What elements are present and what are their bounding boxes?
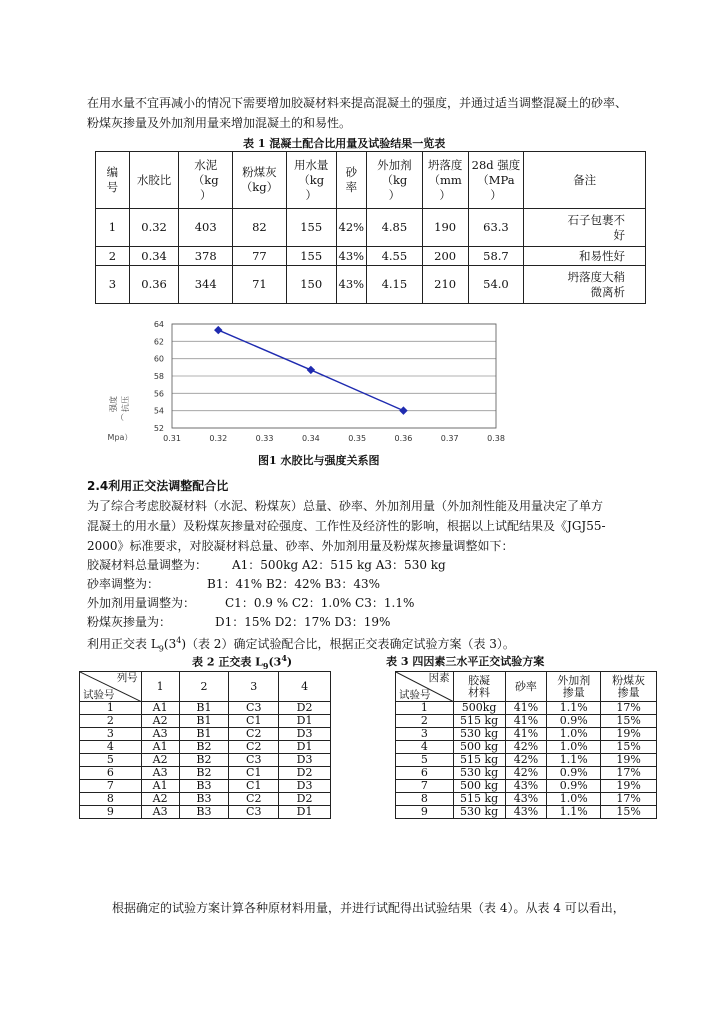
table-cell: 1.1% [547, 702, 601, 715]
y-tick-label: 64 [153, 320, 164, 329]
y-tick-label: 56 [153, 389, 164, 399]
x-tick-label: 0.35 [348, 434, 367, 443]
cell-no: 1 [96, 209, 130, 247]
table-cell: 1.1% [547, 806, 601, 819]
table-cell: D1 [279, 806, 331, 819]
factor-b-values: B1：41% B2：42% B3：43% [207, 577, 381, 591]
factor-c-label: 外加剂用量调整为： [87, 596, 196, 610]
table-row [96, 266, 646, 304]
table-cell: 19% [601, 754, 657, 767]
th-slump: 坍落度 （mm ） [422, 152, 468, 209]
x-tick-label: 0.38 [487, 434, 505, 443]
table-cell: 0.9% [547, 780, 601, 793]
cell-strength: 58.7 [468, 247, 524, 266]
table3 [395, 671, 657, 819]
table-cell: A3 [141, 767, 179, 780]
table2-header-row [80, 672, 331, 702]
cell-trial-no: 2 [80, 715, 142, 728]
cell-flyash: 71 [233, 266, 287, 304]
table-cell: 530 kg [453, 767, 505, 780]
table-cell: A2 [141, 754, 179, 767]
table-cell: B1 [179, 702, 229, 715]
cell-wb: 0.32 [129, 209, 179, 247]
table-cell: 500 kg [453, 741, 505, 754]
cell-sand: 43% [336, 266, 367, 304]
table-row [80, 793, 331, 806]
y-tick-label: 60 [153, 354, 164, 364]
table-row [396, 767, 657, 780]
cell-slump: 190 [422, 209, 468, 247]
table1 [95, 151, 646, 304]
cell-remark: 石子包裹不 好 [524, 209, 646, 247]
orthogonal-sentence: 利用正交表 $L_9(3^4)$（表 2）确定试验配合比，根据正交表确定试验方案（表 3）。 [87, 636, 515, 654]
cell-trial-no: 4 [396, 741, 454, 754]
table-cell: D2 [279, 793, 331, 806]
table2-corner [80, 672, 142, 702]
table-cell: 0.9% [547, 715, 601, 728]
data-point [214, 326, 222, 334]
table-cell: 41% [505, 728, 547, 741]
cell-no: 2 [96, 247, 130, 266]
th-strength: 28d 强度 （MPa ） [468, 152, 524, 209]
table-cell: 43% [505, 806, 547, 819]
y-axis-label-part: （ [116, 413, 124, 422]
table-cell: D2 [279, 767, 331, 780]
table-cell: B3 [179, 793, 229, 806]
table-row [80, 806, 331, 819]
cell-trial-no: 9 [80, 806, 142, 819]
table-row [96, 247, 646, 266]
table-cell: D3 [279, 780, 331, 793]
cell-remark: 坍落度大稍 微离析 [524, 266, 646, 304]
intro-line-2: 粉煤灰掺量及外加剂用量来增加混凝土的和易性。 [87, 116, 352, 130]
table3-corner [396, 672, 454, 702]
th-cement: 水泥 （kg ） [179, 152, 233, 209]
cell-trial-no: 1 [80, 702, 142, 715]
table-cell: 42% [505, 754, 547, 767]
cell-slump: 200 [422, 247, 468, 266]
table-cell: D2 [279, 702, 331, 715]
corner-top: 列号 [116, 672, 138, 684]
table-cell: A2 [141, 715, 179, 728]
table-cell: 515 kg [453, 793, 505, 806]
table-row [80, 754, 331, 767]
cell-flyash: 82 [233, 209, 287, 247]
section-para-1: 为了综合考虑胶凝材料（水泥、粉煤灰）总量、砂率、外加剂用量（外加剂性能及用量决定了单方 [87, 499, 604, 513]
table-cell: B3 [179, 780, 229, 793]
data-point [307, 366, 315, 374]
cell-strength: 63.3 [468, 209, 524, 247]
cell-admix: 4.15 [367, 266, 423, 304]
table-cell: 19% [601, 780, 657, 793]
table-cell: 1.1% [547, 754, 601, 767]
factor-c-values: C1：0.9 % C2：1.0% C3：1.1% [225, 596, 415, 610]
table-cell: 42% [505, 741, 547, 754]
table1-caption: 表 1 混凝土配合比用量及试验结果一览表 [243, 137, 446, 150]
table-cell: C2 [229, 741, 279, 754]
col-header: 1 [141, 672, 179, 702]
table-cell: A2 [141, 793, 179, 806]
table-cell: 17% [601, 793, 657, 806]
table-row [396, 741, 657, 754]
y-axis-label-part: Mpa） [107, 433, 133, 442]
table-cell: 15% [601, 806, 657, 819]
x-tick-label: 0.37 [440, 434, 459, 443]
cell-trial-no: 7 [396, 780, 454, 793]
factor-a-label: 胶凝材料总量调整为： [87, 558, 208, 572]
table-cell: 515 kg [453, 754, 505, 767]
cell-slump: 210 [422, 266, 468, 304]
cell-admix: 4.55 [367, 247, 423, 266]
section-para-2: 混凝土的用水量）及粉煤灰掺量对砼强度、工作性及经济性的影响，根据以上试配结果及《JGJ55- [87, 519, 606, 533]
table-row [396, 780, 657, 793]
cell-strength: 54.0 [468, 266, 524, 304]
x-tick-label: 0.36 [394, 434, 413, 443]
table-cell: 19% [601, 728, 657, 741]
cell-water: 155 [286, 247, 336, 266]
table-row [396, 728, 657, 741]
table-cell: D1 [279, 715, 331, 728]
table-cell: A3 [141, 728, 179, 741]
table-cell: C1 [229, 767, 279, 780]
table3-caption: 表 3 四因素三水平正交试验方案 [386, 655, 545, 668]
cell-trial-no: 1 [396, 702, 454, 715]
table-row [396, 806, 657, 819]
col-header: 砂率 [505, 672, 547, 702]
th-water: 用水量 （kg ） [286, 152, 336, 209]
cell-cement: 378 [179, 247, 233, 266]
section-heading: 2.4利用正交法调整配合比 [87, 479, 229, 493]
table-cell: B2 [179, 754, 229, 767]
table-cell: C3 [229, 806, 279, 819]
table-cell: 17% [601, 702, 657, 715]
cell-trial-no: 4 [80, 741, 142, 754]
factor-d-label: 粉煤灰掺量为： [87, 615, 172, 629]
th-no: 编 号 [96, 152, 130, 209]
table-cell: C1 [229, 780, 279, 793]
cell-trial-no: 6 [396, 767, 454, 780]
table-cell: 1.0% [547, 741, 601, 754]
table-cell: 500kg [453, 702, 505, 715]
y-tick-label: 52 [153, 424, 164, 433]
table3-header-row [396, 672, 657, 702]
table-row [396, 702, 657, 715]
data-point [399, 406, 407, 414]
cell-remark: 和易性好 [524, 247, 646, 266]
cell-flyash: 77 [233, 247, 287, 266]
table-row [80, 702, 331, 715]
table-row [80, 715, 331, 728]
cell-trial-no: 5 [396, 754, 454, 767]
table-cell: 42% [505, 767, 547, 780]
table-row [80, 767, 331, 780]
col-header: 粉煤灰 掺量 [601, 672, 657, 702]
table-cell: B2 [179, 767, 229, 780]
y-axis-label-part: 强度 [109, 396, 118, 412]
table-cell: 500 kg [453, 780, 505, 793]
table-cell: 17% [601, 767, 657, 780]
table-row [80, 741, 331, 754]
cell-trial-no: 7 [80, 780, 142, 793]
figure1-caption: 图1 水胶比与强度关系图 [258, 454, 380, 467]
table-cell: B2 [179, 741, 229, 754]
corner-bottom: 试验号 [83, 689, 115, 701]
table-cell: A3 [141, 806, 179, 819]
table-cell: 515 kg [453, 715, 505, 728]
table-cell: 41% [505, 702, 547, 715]
table-cell: 15% [601, 715, 657, 728]
cell-trial-no: 8 [80, 793, 142, 806]
cell-sand: 42% [336, 209, 367, 247]
table-row [396, 793, 657, 806]
th-flyash: 粉煤灰 （kg） [233, 152, 287, 209]
table-row [80, 728, 331, 741]
cell-sand: 43% [336, 247, 367, 266]
table-cell: B3 [179, 806, 229, 819]
table-cell: 43% [505, 780, 547, 793]
table-cell: A1 [141, 741, 179, 754]
cell-trial-no: 8 [396, 793, 454, 806]
cell-no: 3 [96, 266, 130, 304]
x-tick-label: 0.33 [255, 434, 274, 443]
cell-trial-no: 2 [396, 715, 454, 728]
cell-wb: 0.36 [129, 266, 179, 304]
table-cell: 1.0% [547, 793, 601, 806]
table-cell: B1 [179, 728, 229, 741]
table-cell: C3 [229, 754, 279, 767]
cell-admix: 4.85 [367, 209, 423, 247]
table-cell: D1 [279, 741, 331, 754]
corner-top: 因素 [428, 672, 450, 684]
cell-cement: 403 [179, 209, 233, 247]
cell-cement: 344 [179, 266, 233, 304]
x-tick-label: 0.34 [301, 434, 320, 443]
y-axis-label-part: 抗压 [121, 396, 130, 412]
footer-paragraph: 根据确定的试验方案计算各种原材料用量，并进行试配得出试验结果（表 4）。从表 4 可以看出， [112, 901, 625, 915]
cell-trial-no: 3 [80, 728, 142, 741]
col-header: 4 [279, 672, 331, 702]
table-cell: C1 [229, 715, 279, 728]
table1-header-row [96, 152, 646, 209]
table-row [96, 209, 646, 247]
table-cell: 41% [505, 715, 547, 728]
cell-trial-no: 9 [396, 806, 454, 819]
table-row [396, 754, 657, 767]
cell-water: 155 [286, 209, 336, 247]
cell-water: 150 [286, 266, 336, 304]
cell-wb: 0.34 [129, 247, 179, 266]
x-tick-label: 0.31 [163, 434, 181, 443]
factor-d-values: D1：15% D2：17% D3：19% [215, 615, 391, 629]
corner-bottom: 试验号 [399, 689, 431, 701]
table-cell: 530 kg [453, 728, 505, 741]
table-row [80, 780, 331, 793]
table2-caption: 表 2 正交表 $L_9(3^4)$ [192, 653, 293, 671]
table-cell: A1 [141, 702, 179, 715]
col-header: 外加剂 掺量 [547, 672, 601, 702]
section-para-3: 2000》标准要求，对胶凝材料总量、砂率、外加剂用量及粉煤灰掺量调整如下： [87, 539, 514, 553]
table-cell: A1 [141, 780, 179, 793]
table-cell: C3 [229, 702, 279, 715]
table2 [79, 671, 331, 819]
table-cell: D3 [279, 728, 331, 741]
cell-trial-no: 3 [396, 728, 454, 741]
th-wb: 水胶比 [129, 152, 179, 209]
factor-a-values: A1：500kg A2：515 kg A3：530 kg [232, 558, 446, 572]
y-tick-label: 54 [153, 406, 164, 416]
table-cell: 1.0% [547, 728, 601, 741]
table-cell: 530 kg [453, 806, 505, 819]
col-header: 3 [229, 672, 279, 702]
table-cell: C2 [229, 728, 279, 741]
table-cell: C2 [229, 793, 279, 806]
intro-line-1: 在用水量不宜再减小的情况下需要增加胶凝材料来提高混凝土的强度，并通过适当调整混凝土的砂率、 [87, 96, 628, 110]
th-admix: 外加剂 （kg ） [367, 152, 423, 209]
strength-chart [100, 314, 520, 450]
th-sand: 砂 率 [336, 152, 367, 209]
table-cell: B1 [179, 715, 229, 728]
col-header: 2 [179, 672, 229, 702]
table-cell: 15% [601, 741, 657, 754]
table-cell: 43% [505, 793, 547, 806]
th-remark: 备注 [524, 152, 646, 209]
x-tick-label: 0.32 [209, 434, 228, 443]
table-cell: D3 [279, 754, 331, 767]
factor-b-label: 砂率调整为： [87, 577, 160, 591]
cell-trial-no: 6 [80, 767, 142, 780]
table-row [396, 715, 657, 728]
y-tick-label: 62 [153, 337, 164, 347]
table-cell: 0.9% [547, 767, 601, 780]
cell-trial-no: 5 [80, 754, 142, 767]
col-header: 胶凝 材料 [453, 672, 505, 702]
y-tick-label: 58 [153, 372, 164, 381]
